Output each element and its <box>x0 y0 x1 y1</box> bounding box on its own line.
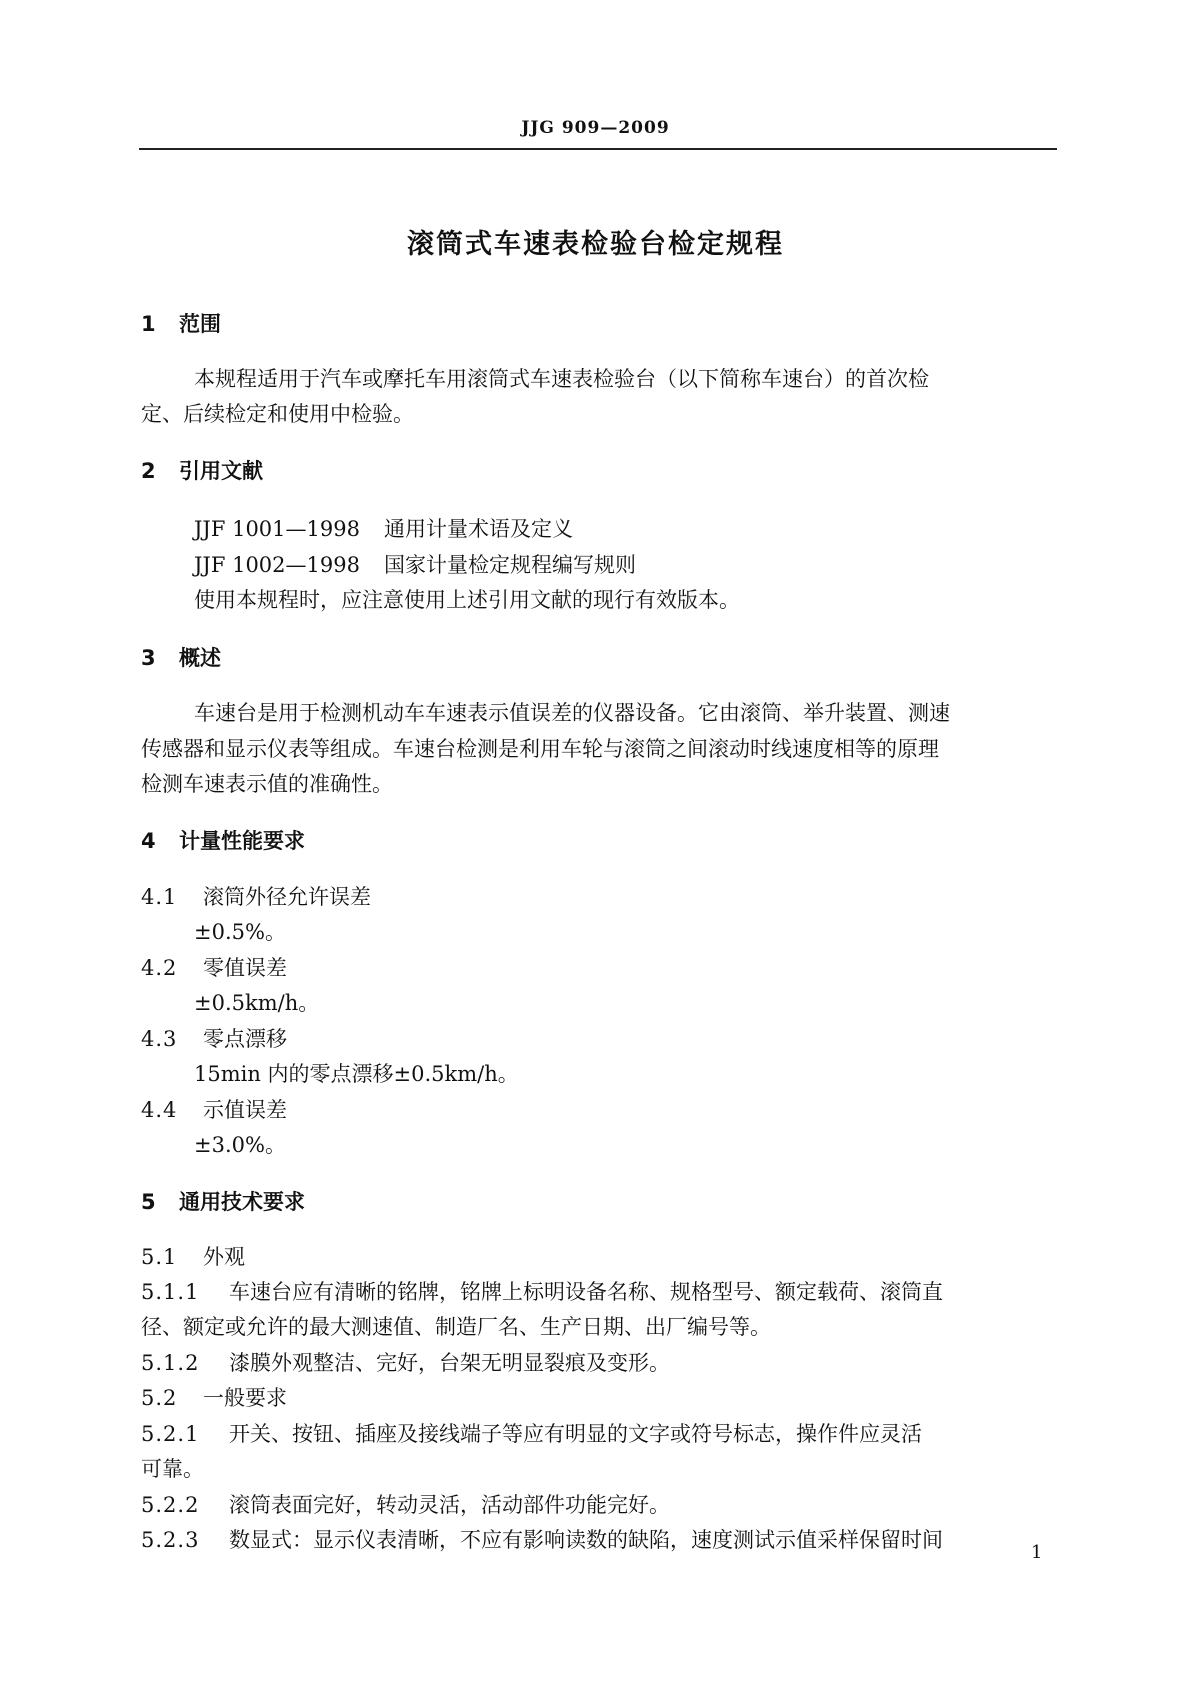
subsection-title: 外观 <box>203 1245 245 1269</box>
subsection-title: 零点漂移 <box>203 1027 287 1051</box>
reference-code: JJF 1002—1998 <box>194 553 360 577</box>
document-code-header: JJG 909—2009 <box>521 118 670 138</box>
scope-line-2: 定、后续检定和使用中检验。 <box>141 402 414 426</box>
subsection-number: 4.1 <box>141 885 178 909</box>
section-title: 概述 <box>179 646 221 670</box>
clause-5-1-2 <box>141 1347 670 1377</box>
header-rule <box>139 148 1057 150</box>
subsection-number: 4.2 <box>141 956 178 980</box>
subsection-4-1 <box>141 881 371 911</box>
section-title: 范围 <box>179 312 221 336</box>
subsection-title: 示值误差 <box>203 1098 287 1122</box>
subsection-number: 5.1 <box>141 1245 178 1269</box>
clause-5-1-1-continued: 径、额定或允许的最大测速值、制造厂名、生产日期、出厂编号等。 <box>141 1315 771 1339</box>
clause-text: 漆膜外观整洁、完好，台架无明显裂痕及变形。 <box>229 1351 670 1375</box>
clause-number: 5.2.1 <box>141 1422 200 1446</box>
clause-text: 滚筒表面完好，转动灵活，活动部件功能完好。 <box>229 1493 670 1517</box>
clause-5-2-1 <box>141 1418 922 1448</box>
section-heading-2 <box>141 455 263 485</box>
overview-line-3: 检测车速表示值的准确性。 <box>141 772 393 796</box>
subsection-5-2 <box>141 1382 287 1412</box>
clause-text: 车速台应有清晰的铭牌，铭牌上标明设备名称、规格型号、额定载荷、滚筒直 <box>229 1280 943 1304</box>
scope-line-1: 本规程适用于汽车或摩托车用滚筒式车速表检验台（以下简称车速台）的首次检 <box>194 367 929 391</box>
clause-number: 5.1.2 <box>141 1351 200 1375</box>
subsection-number: 5.2 <box>141 1386 178 1410</box>
clause-text: 开关、按钮、插座及接线端子等应有明显的文字或符号标志，操作件应灵活 <box>229 1422 922 1446</box>
subsection-title: 一般要求 <box>203 1386 287 1410</box>
subsection-title: 滚筒外径允许误差 <box>203 885 371 909</box>
subsection-5-1 <box>141 1241 245 1271</box>
requirement-value-4-2: ±0.5km/h。 <box>194 991 320 1015</box>
section-number: 2 <box>141 459 156 483</box>
subsection-4-4 <box>141 1094 287 1124</box>
section-heading-5 <box>141 1186 305 1216</box>
requirement-value-4-4: ±3.0%。 <box>194 1133 286 1157</box>
clause-number: 5.2.3 <box>141 1528 200 1552</box>
clause-5-2-1-continued: 可靠。 <box>141 1457 204 1481</box>
section-number: 3 <box>141 646 156 670</box>
subsection-title: 零值误差 <box>203 956 287 980</box>
section-title: 通用技术要求 <box>179 1190 305 1214</box>
section-title: 引用文献 <box>179 459 263 483</box>
reference-note: 使用本规程时，应注意使用上述引用文献的现行有效版本。 <box>194 588 740 612</box>
clause-5-2-2 <box>141 1489 670 1519</box>
overview-line-2: 传感器和显示仪表等组成。车速台检测是利用车轮与滚筒之间滚动时线速度相等的原理 <box>141 737 939 761</box>
reference-name: 通用计量术语及定义 <box>384 517 573 541</box>
reference-code: JJF 1001—1998 <box>194 517 360 541</box>
requirement-value-4-1: ±0.5%。 <box>194 920 286 944</box>
overview-line-1: 车速台是用于检测机动车车速表示值误差的仪器设备。它由滚筒、举升装置、测速 <box>194 701 950 725</box>
clause-5-2-3 <box>141 1524 943 1554</box>
subsection-number: 4.3 <box>141 1027 178 1051</box>
section-number: 1 <box>141 312 156 336</box>
subsection-4-2 <box>141 952 287 982</box>
clause-5-1-1 <box>141 1276 943 1306</box>
section-title: 计量性能要求 <box>179 829 305 853</box>
clause-text: 数显式：显示仪表清晰，不应有影响读数的缺陷，速度测试示值采样保留时间 <box>229 1528 943 1552</box>
subsection-number: 4.4 <box>141 1098 178 1122</box>
subsection-4-3 <box>141 1023 287 1053</box>
reference-item-1 <box>194 513 573 543</box>
clause-number: 5.2.2 <box>141 1493 200 1517</box>
section-heading-1 <box>141 308 221 338</box>
document-title: 滚筒式车速表检验台检定规程 <box>407 229 784 260</box>
section-heading-3 <box>141 642 221 672</box>
section-heading-4 <box>141 825 305 855</box>
reference-name: 国家计量检定规程编写规则 <box>384 553 636 577</box>
section-number: 5 <box>141 1190 156 1214</box>
page-number: 1 <box>1031 1542 1043 1563</box>
requirement-value-4-3: 15min 内的零点漂移±0.5km/h。 <box>194 1062 519 1086</box>
section-number: 4 <box>141 829 156 853</box>
clause-number: 5.1.1 <box>141 1280 200 1304</box>
reference-item-2 <box>194 549 636 579</box>
